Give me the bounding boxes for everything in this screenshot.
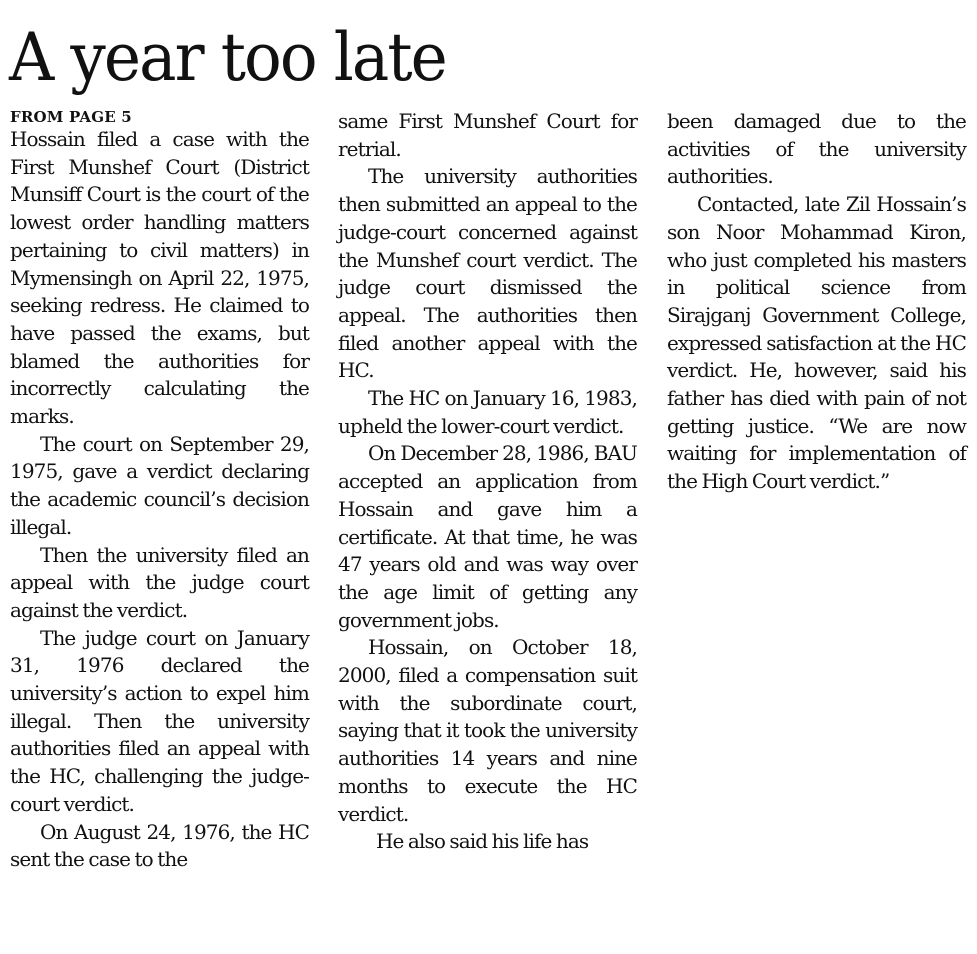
paragraph: Hossain filed a case with the First Munshef Court (District Munsiff Court is the court of the lowest order handling matters pertaining to civil matters) in Mymensingh on April 22, 1975, seeking redress. He claimed to have passed the exams, but blamed the authorities for incorrectly calculating the marks.	[10, 127, 309, 429]
paragraph: The court on September 29, 1975, gave a verdict declaring the academic council’s decision illegal.	[10, 431, 309, 539]
paragraph: Contacted, late Zil Hossain’s son Noor Mohammad Kiron, who just completed his masters in political science from Sirajganj Government College, expressed satisfaction at the HC verdict. He, however, said his father has died with pain of not getting justice. “We are now waiting for implementation of the High Court verdict.”	[667, 192, 966, 494]
article-column-1	[10, 108, 309, 874]
paragraph: The HC on January 16, 1983, upheld the lower-court verdict.	[338, 386, 637, 438]
paragraph: Then the university filed an appeal with the judge court against the verdict.	[10, 542, 309, 622]
article-column-3	[667, 108, 966, 496]
paragraph: The university authorities then submitted an appeal to the judge-court concerned against the Munshef court verdict. The judge court dismissed the appeal. The authorities then filed another appeal with the HC.	[338, 164, 637, 383]
continued-from-kicker: FROM PAGE 5	[10, 108, 132, 126]
headline: A year too late	[9, 19, 446, 96]
paragraph: He also said his life has	[376, 829, 589, 854]
paragraph: The judge court on January 31, 1976 declared the university’s action to expel him illegal. Then the university authorities filed an appeal with the HC, challenging the judge-court verdict.	[10, 625, 309, 816]
paragraph: same First Munshef Court for retrial.	[338, 109, 637, 161]
paragraph: Hossain, on October 18, 2000, filed a compensation suit with the subordinate court, saying that it took the university authorities 14 years and nine months to execute the HC verdict.	[338, 635, 637, 826]
paragraph: been damaged due to the activities of the university authorities.	[667, 109, 966, 189]
paragraph: On December 28, 1986, BAU accepted an application from Hossain and gave him a certificate. At that time, he was 47 years old and was way over the age limit of getting any government jobs.	[338, 441, 637, 632]
article-column-2	[338, 108, 637, 856]
paragraph: On August 24, 1976, the HC sent the case to the	[10, 819, 309, 872]
